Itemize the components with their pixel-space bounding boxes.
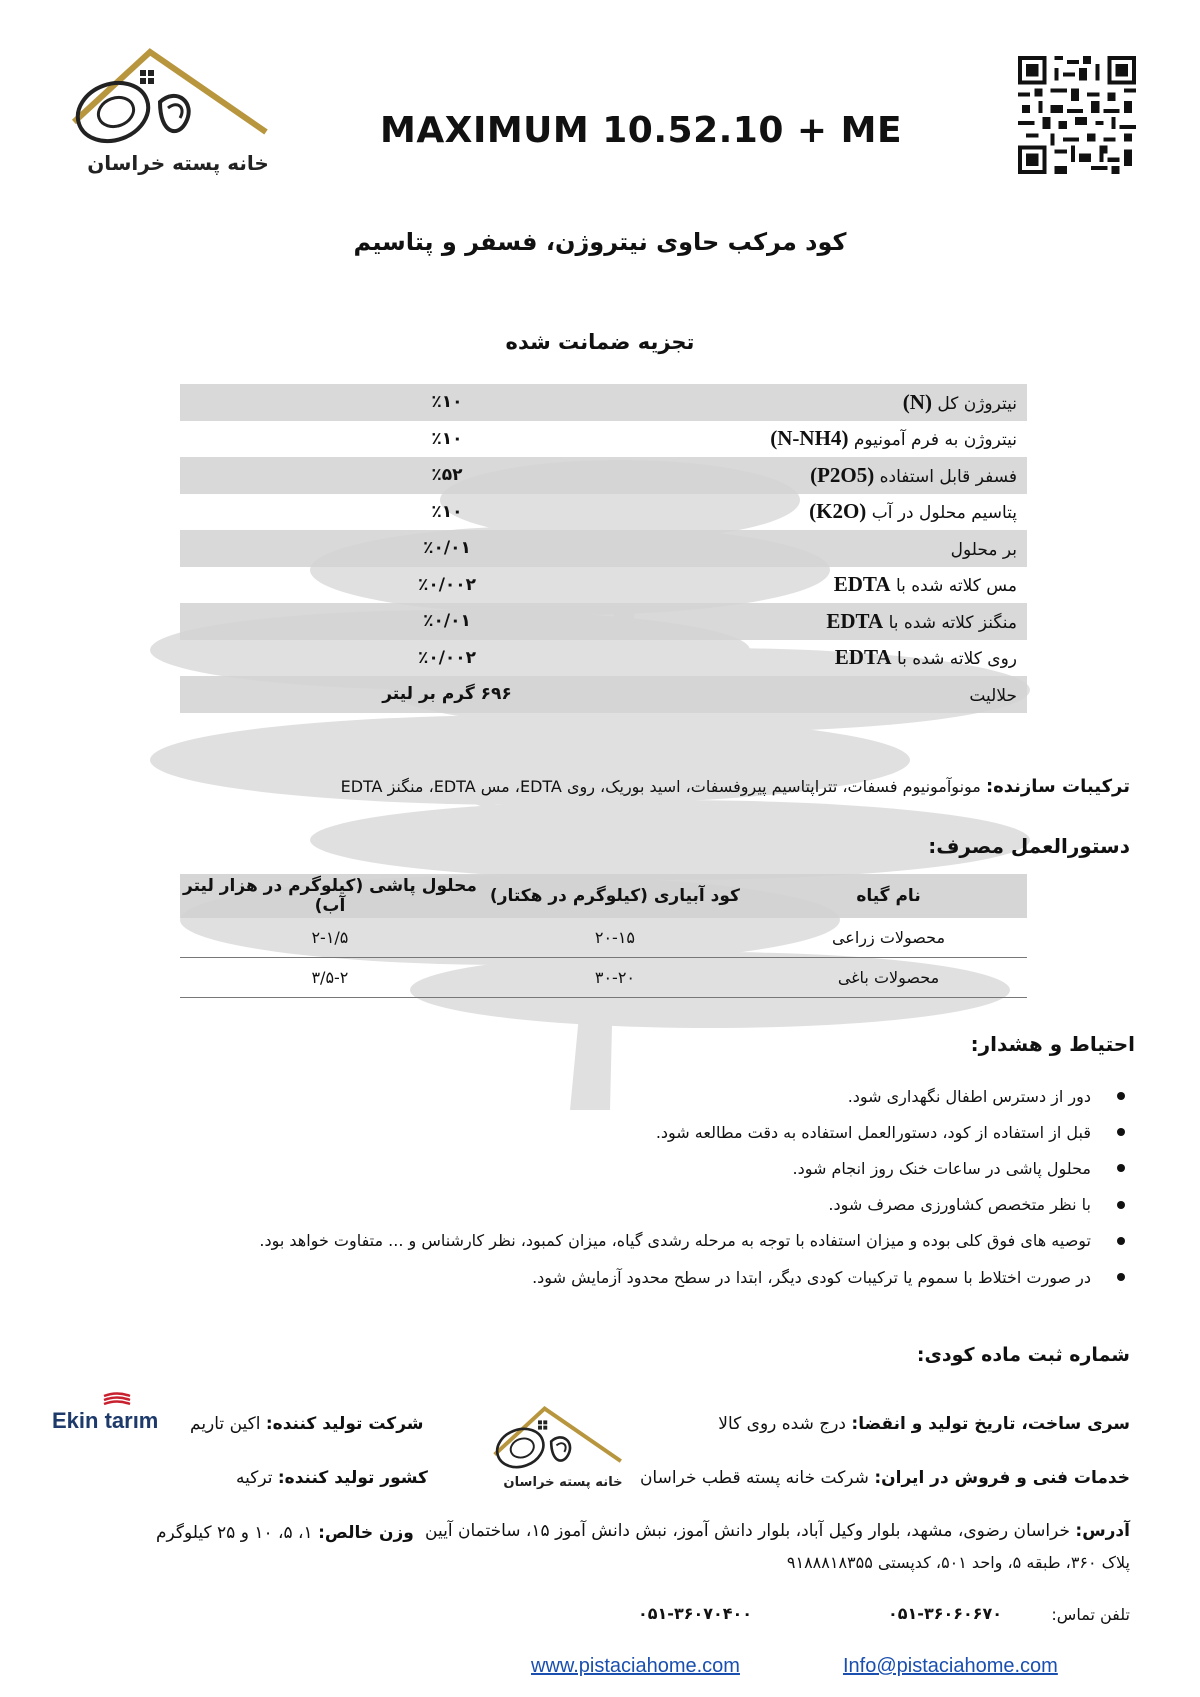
ekin-waves-icon — [52, 1388, 182, 1434]
list-item: محلول پاشی در ساعات خنک روز انجام شود. — [259, 1150, 1130, 1186]
warnings-list — [259, 1078, 1130, 1295]
product-name: MAXIMUM 10.52.10 + ME — [380, 110, 903, 151]
column-header: نام گیاه — [750, 874, 1027, 918]
phone-number-1[interactable]: ۰۵۱-۳۶۰۶۰۶۷۰ — [888, 1604, 1003, 1623]
qr-code-icon — [1018, 56, 1136, 174]
column-header: کود آبیاری (کیلوگرم در هکتار) — [480, 874, 750, 918]
logo-text: خانه پسته خراسان — [503, 1475, 623, 1491]
logo-text: خانه پسته خراسان — [87, 151, 269, 175]
analysis-row: پتاسیم محلول در آب (K2O) ٪۱۰ — [431, 499, 1017, 524]
analysis-row: روی کلاته شده با EDTA ٪۰/۰۰۲ — [417, 645, 1017, 670]
services-info: خدمات فنی و فروش در ایران: شرکت خانه پسته قطب خراسان — [639, 1468, 1130, 1488]
address-info: آدرس: خراسان رضوی، مشهد، بلوار وکیل آباد، بلوار دانش آموز، نبش دانش آموز ۱۵، ساختمان آیین — [425, 1521, 1130, 1541]
usage-header-row — [180, 874, 1027, 918]
guaranteed-analysis-table — [180, 384, 1027, 713]
analysis-row: حلالیت ۶۹۶ گرم بر لیتر — [180, 676, 1027, 713]
usage-title: دستورالعمل مصرف: — [928, 834, 1130, 858]
country-info: کشور تولید کننده: ترکیه — [236, 1468, 428, 1488]
composition — [341, 776, 1130, 797]
table-row: محصولات باغی ۳۰-۲۰ ۳/۵-۲ — [180, 958, 1027, 998]
batch-info: سری ساخت، تاریخ تولید و انقضا: درج شده روی کالا — [718, 1414, 1130, 1434]
registration-number-label: شماره ثبت ماده کودی: — [916, 1344, 1130, 1366]
ekin-tarim-logo — [52, 1388, 182, 1434]
address-line-2: پلاک ۳۶۰، طبقه ۵، واحد ۵۰۱، کدپستی ۹۱۸۸۸۱۸۳۵۵ — [786, 1553, 1130, 1572]
bullet-icon — [1117, 1128, 1125, 1136]
pistachio-house-logo-small — [488, 1402, 638, 1494]
bullet-icon — [1117, 1201, 1125, 1209]
bullet-icon — [1117, 1092, 1125, 1100]
analysis-row: نیتروژن کل (N) ٪۱۰ — [180, 384, 1027, 421]
email-link[interactable]: Info@pistaciahome.com — [843, 1655, 1058, 1677]
website-link[interactable]: www.pistaciahome.com — [531, 1655, 740, 1677]
warnings-title: احتیاط و هشدار: — [970, 1032, 1135, 1056]
phone-number-2[interactable]: ۰۵۱-۳۶۰۷۰۴۰۰ — [638, 1604, 753, 1623]
composition-label: ترکیبات سازنده: — [985, 776, 1130, 797]
weight-info: وزن خالص: ۱، ۵، ۱۰ و ۲۵ کیلوگرم — [156, 1523, 414, 1543]
list-item: در صورت اختلاط با سموم یا ترکیبات کودی دیگر، ابتدا در سطح محدود آزمایش شود. — [259, 1259, 1130, 1295]
table-row: محصولات زراعی ۲۰-۱۵ ۲-۱/۵ — [180, 918, 1027, 958]
composition-text: مونوآمونیوم فسفات، تتراپتاسیم پیروفسفات، اسید بوریک، روی EDTA، مس EDTA، منگنز EDTA — [340, 777, 981, 796]
list-item: دور از دسترس اطفال نگهداری شود. — [259, 1078, 1130, 1114]
list-item: با نظر متخصص کشاورزی مصرف شود. — [259, 1187, 1130, 1223]
phone-label: تلفن تماس: — [1051, 1605, 1130, 1624]
list-item: قبل از استفاده از کود، دستورالعمل استفاده به دقت مطالعه شود. — [259, 1114, 1130, 1150]
column-header: محلول پاشی (کیلوگرم در هزار لیتر آب) — [180, 874, 480, 918]
analysis-row: فسفر قابل استفاده (P2O5) ٪۵۲ — [180, 457, 1027, 494]
product-subtitle: کود مرکب حاوی نیتروژن، فسفر و پتاسیم — [353, 228, 847, 256]
usage-table — [180, 874, 1027, 998]
bullet-icon — [1117, 1164, 1125, 1172]
analysis-row: نیتروژن به فرم آمونیوم (N-NH4) ٪۱۰ — [431, 426, 1017, 451]
analysis-row: مس کلاته شده با EDTA ٪۰/۰۰۲ — [417, 572, 1017, 597]
analysis-title: تجزیه ضمانت شده — [505, 330, 695, 354]
ekin-brand-text: Ekin tarım — [52, 1408, 159, 1433]
bullet-icon — [1117, 1273, 1125, 1281]
pistachio-house-logo — [68, 42, 288, 182]
bullet-icon — [1117, 1237, 1125, 1245]
list-item: توصیه های فوق کلی بوده و میزان استفاده با توجه به مرحله رشدی گیاه، میزان کمبود، نظر کارشناس و ... متفاوت خواهد بود. — [259, 1223, 1130, 1259]
analysis-row: بر محلول ٪۰/۰۱ — [180, 530, 1027, 567]
producer-info: شرکت تولید کننده: اکین تاریم — [190, 1414, 424, 1434]
analysis-row: منگنز کلاته شده با EDTA ٪۰/۰۱ — [180, 603, 1027, 640]
